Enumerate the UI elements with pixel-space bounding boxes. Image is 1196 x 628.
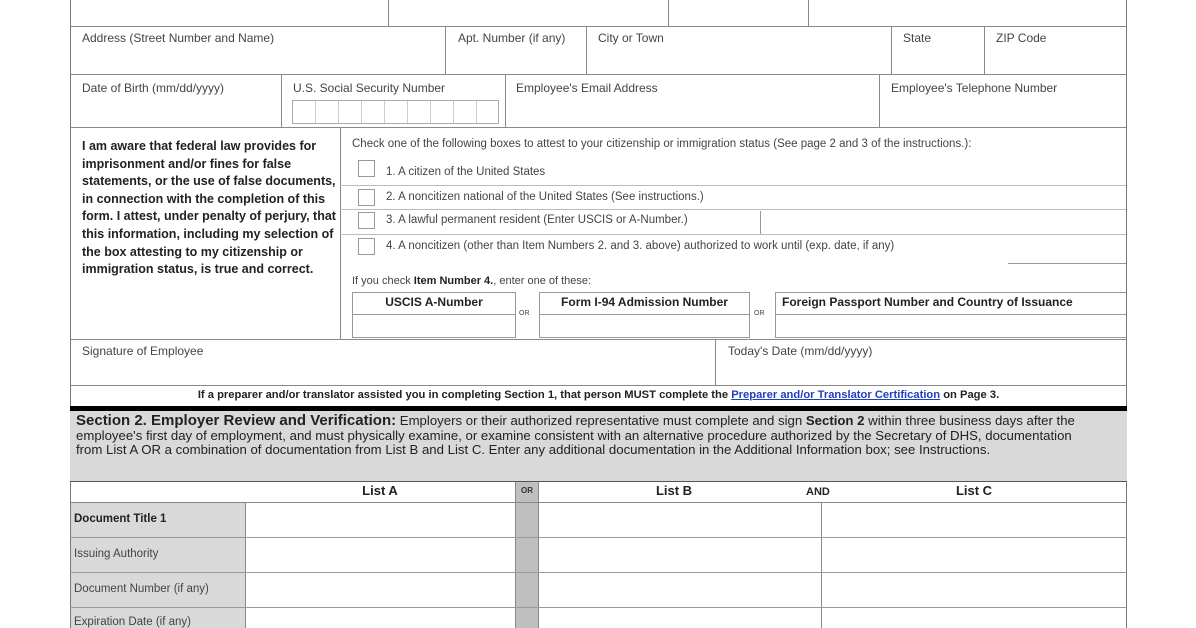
doc-row-label-expiration: Expiration Date (if any) <box>74 616 191 628</box>
preparer-note-suffix: on Page 3. <box>940 389 1000 401</box>
ssn-input[interactable] <box>292 100 499 124</box>
if-check-item: Item Number 4. <box>413 275 494 287</box>
signature-label: Signature of Employee <box>82 344 204 358</box>
list-a-expiration-input[interactable] <box>246 608 515 628</box>
foreign-passport-label: Foreign Passport Number and Country of Issuance <box>782 295 1073 309</box>
permanent-resident-checkbox[interactable] <box>358 212 375 229</box>
list-b-issuing-authority-input[interactable] <box>539 538 821 572</box>
ssn-label: U.S. Social Security Number <box>293 81 446 95</box>
list-c-doc-title-input[interactable] <box>822 503 1126 537</box>
noncitizen-national-checkbox[interactable] <box>358 189 375 206</box>
section2-text-bold: Section 2 <box>805 413 865 428</box>
section2-text <box>76 414 1076 458</box>
section2-text-a: Employers or their authorized representative must complete and sign <box>396 413 806 428</box>
option-citizen: 1. A citizen of the United States <box>386 166 546 178</box>
option-permanent-resident: 3. A lawful permanent resident (Enter USCIS or A-Number.) <box>386 214 688 226</box>
list-a-header: List A <box>362 483 398 498</box>
list-b-header: List B <box>655 483 693 498</box>
list-c-header: List C <box>955 483 993 498</box>
city-label: City or Town <box>598 31 664 45</box>
authorized-alien-checkbox[interactable] <box>358 238 375 255</box>
if-check-line <box>352 275 591 287</box>
or-label-1: OR <box>519 310 530 317</box>
state-label: State <box>903 31 932 45</box>
address-label: Address (Street Number and Name) <box>82 31 275 45</box>
list-c-issuing-authority-input[interactable] <box>822 538 1126 572</box>
citizen-checkbox[interactable] <box>358 160 375 177</box>
preparer-note <box>70 389 1127 401</box>
list-b-expiration-input[interactable] <box>539 608 821 628</box>
list-a-issuing-authority-input[interactable] <box>246 538 515 572</box>
list-c-doc-number-input[interactable] <box>822 573 1126 607</box>
attestation-statement: I am aware that federal law provides for imprisonment and/or fines for false statements, or the use of false documents, in connection with the completion of this form. I attest, under penalty of perjury, that this information, including my selection of the box attesting to my citizenship or immigration status, is true and correct. <box>82 139 336 277</box>
list-b-doc-number-input[interactable] <box>539 573 821 607</box>
doc-row-label-title: Document Title 1 <box>74 513 167 525</box>
option-noncitizen-national: 2. A noncitizen national of the United States (See instructions.) <box>386 191 704 203</box>
doc-row-label-authority: Issuing Authority <box>74 548 159 560</box>
or-label-2: OR <box>754 310 765 317</box>
list-c-expiration-input[interactable] <box>822 608 1126 628</box>
todays-date-label: Today's Date (mm/dd/yyyy) <box>728 344 873 358</box>
section2-title: Section 2. Employer Review and Verification: <box>76 412 397 429</box>
a-number-input[interactable] <box>760 211 1126 234</box>
and-label: AND <box>806 486 830 498</box>
uscis-a-number-label: USCIS A-Number <box>385 295 483 309</box>
expiration-date-input[interactable] <box>1008 240 1126 264</box>
option-authorized-noncitizen: 4. A noncitizen (other than Item Numbers 2. and 3. above) authorized to work until (exp. date, if any) <box>386 240 895 252</box>
doc-row-label-number: Document Number (if any) <box>74 583 209 595</box>
i94-number-label: Form I-94 Admission Number <box>561 295 728 309</box>
zip-code-label: ZIP Code <box>996 31 1047 45</box>
if-check-suffix: , enter one of these: <box>493 275 592 287</box>
preparer-certification-link[interactable]: Preparer and/or Translator Certification <box>731 389 941 401</box>
or-divider-label: OR <box>521 486 533 495</box>
preparer-note-text: If a preparer and/or translator assisted you in completing Section 1, that person MUST complete the <box>197 389 732 401</box>
list-a-doc-title-input[interactable] <box>246 503 515 537</box>
section2-text-b: within three business days after the employee's first day of employment, and must physically examine, or examine consistent with an alternative procedure authorized by the Secretary of DHS, documentation from List A OR a combination of documentation from List B and List C. Enter any additional documentation in the Additional Information box; see Instructions. <box>76 413 1075 458</box>
attestation-instruction: Check one of the following boxes to attest to your citizenship or immigration status (See page 2 and 3 of the instructions.): <box>352 138 972 150</box>
list-b-doc-title-input[interactable] <box>539 503 821 537</box>
list-a-doc-number-input[interactable] <box>246 573 515 607</box>
dob-label: Date of Birth (mm/dd/yyyy) <box>82 81 225 95</box>
email-label: Employee's Email Address <box>516 81 658 95</box>
if-check-prefix: If you check <box>352 275 414 287</box>
apt-number-label: Apt. Number (if any) <box>458 31 566 45</box>
phone-label: Employee's Telephone Number <box>891 81 1058 95</box>
